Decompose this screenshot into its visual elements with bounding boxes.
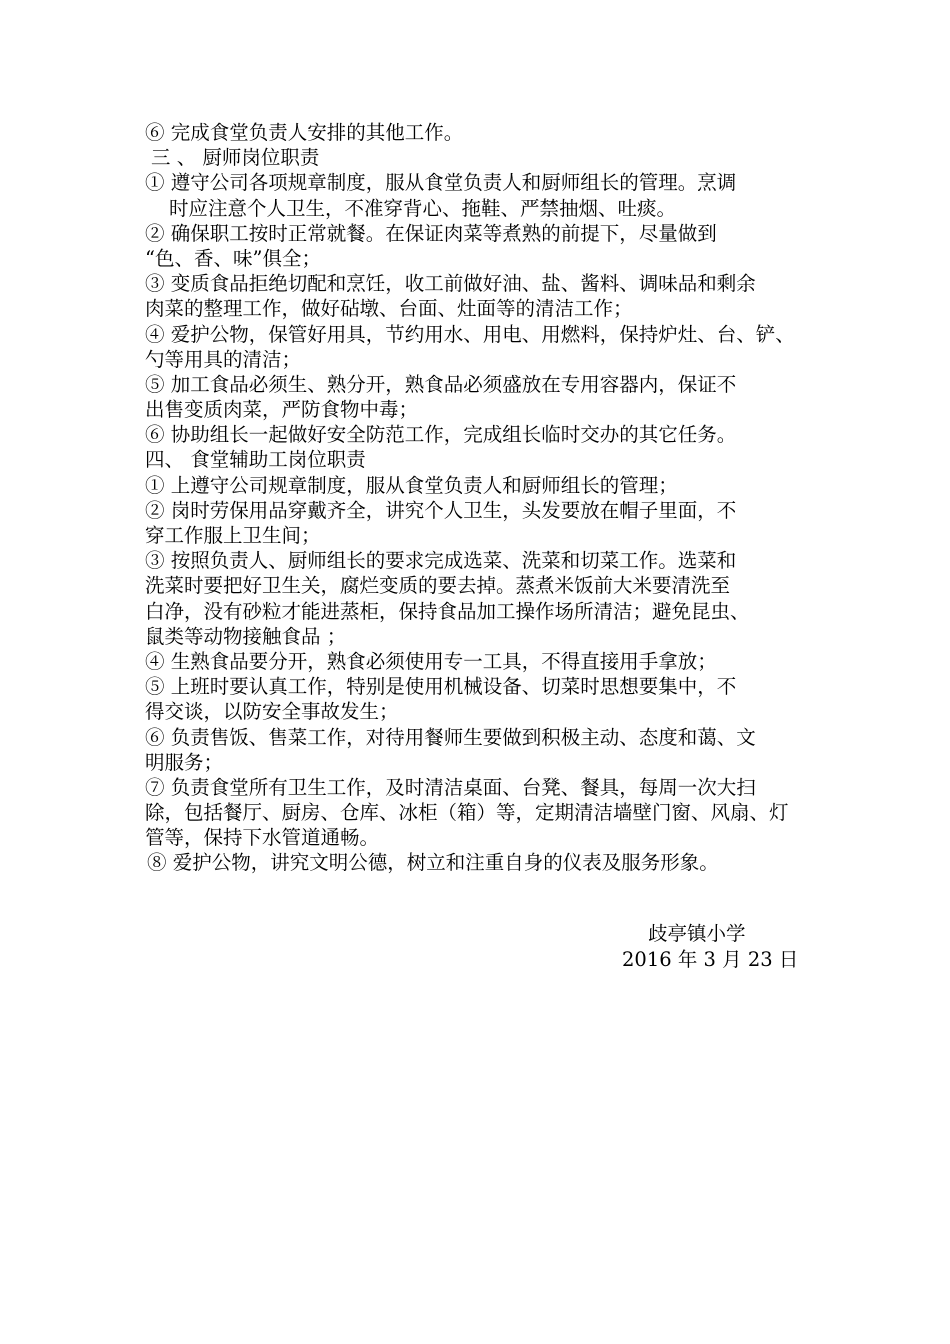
duty-item-line: ① 上遵守公司规章制度，服从食堂负责人和厨师组长的管理； <box>145 473 678 497</box>
duty-item-continuation: 得交谈，以防安全事故发生； <box>145 700 399 724</box>
duty-item-continuation: 管等，保持下水管道通畅。 <box>145 826 380 850</box>
document-body <box>145 120 835 876</box>
duty-item-continuation: 明服务； <box>145 750 224 774</box>
duty-item-line: ③ 按照负责人、厨师组长的要求完成选菜、洗菜和切菜工作。选菜和 <box>145 549 737 573</box>
duty-item-continuation: “色、香、味”俱全； <box>145 246 321 270</box>
duty-item-continuation: 时应注意个人卫生，不准穿背心、拖鞋、严禁抽烟、吐痰。 <box>169 196 677 220</box>
duty-item-continuation: 穿工作服上卫生间； <box>145 524 321 547</box>
duty-item-continuation: 鼠类等动物接触食品 ； <box>145 624 347 648</box>
signature-school: 歧亭镇小学 <box>648 922 746 945</box>
signature-date: 2016 年 3 月 23 日 <box>622 948 799 971</box>
duty-item-line: ⑦ 负责食堂所有卫生工作，及时清洁桌面、台凳、餐具，每周一次大扫 <box>145 775 756 799</box>
duty-item-line: ② 岗时劳保用品穿戴齐全，讲究个人卫生，头发要放在帽子里面，不 <box>145 498 737 522</box>
duty-item-line: ⑤ 上班时要认真工作，特别是使用机械设备、切菜时思想要集中，不 <box>145 675 737 699</box>
duty-item-continuation: 出售变质肉菜，严防食物中毒； <box>145 398 419 422</box>
duty-item-continuation: 白净，没有砂粒才能进蒸柜，保持食品加工操作场所清洁；避免昆虫、 <box>145 599 750 623</box>
duty-item-continuation: 肉菜的整理工作，做好砧墩、台面、灶面等的清洁工作； <box>145 297 633 321</box>
duty-item-continuation: 勺等用具的清洁； <box>145 347 302 371</box>
section-heading-chef: 三 、 厨师岗位职责 <box>151 146 320 170</box>
duty-item-line: ④ 生熟食品要分开，熟食必须使用专一工具，不得直接用手拿放； <box>145 649 717 673</box>
duty-item-line: ② 确保职工按时正常就餐。在保证肉菜等煮熟的前提下，尽量做到 <box>145 221 717 245</box>
duty-item-continuation: 洗菜时要把好卫生关，腐烂变质的要去掉。蒸煮米饭前大米要清洗至 <box>145 574 731 598</box>
duty-item-line: ⑥ 协助组长一起做好安全防范工作，完成组长临时交办的其它任务。 <box>145 423 737 447</box>
section-heading-assistant: 四、 食堂辅助工岗位职责 <box>145 448 366 472</box>
duty-item-line: ⑥ 完成食堂负责人安排的其他工作。 <box>145 121 464 144</box>
duty-item-line: ⑤ 加工食品必须生、熟分开，熟食品必须盛放在专用容器内，保证不 <box>145 372 737 396</box>
duty-item-line: ⑥ 负责售饭、售菜工作，对待用餐师生要做到积极主动、态度和蔼、文 <box>145 725 756 749</box>
duty-item-line: ③ 变质食品拒绝切配和烹饪，收工前做好油、盐、酱料、调味品和剩余 <box>145 272 756 296</box>
duty-item-line: ④ 爱护公物，保管好用具，节约用水、用电、用燃料，保持炉灶、台、铲、 <box>145 322 795 346</box>
signature-block <box>600 921 840 973</box>
duty-item-line: ① 遵守公司各项规章制度，服从食堂负责人和厨师组长的管理。烹调 <box>145 171 737 195</box>
duty-item-continuation: 除，包括餐厅、厨房、仓库、冰柜（箱）等，定期清洁墙壁门窗、风扇、灯 <box>145 801 789 825</box>
duty-item-line: ⑧ 爱护公物，讲究文明公德，树立和注重自身的仪表及服务形象。 <box>147 851 719 875</box>
